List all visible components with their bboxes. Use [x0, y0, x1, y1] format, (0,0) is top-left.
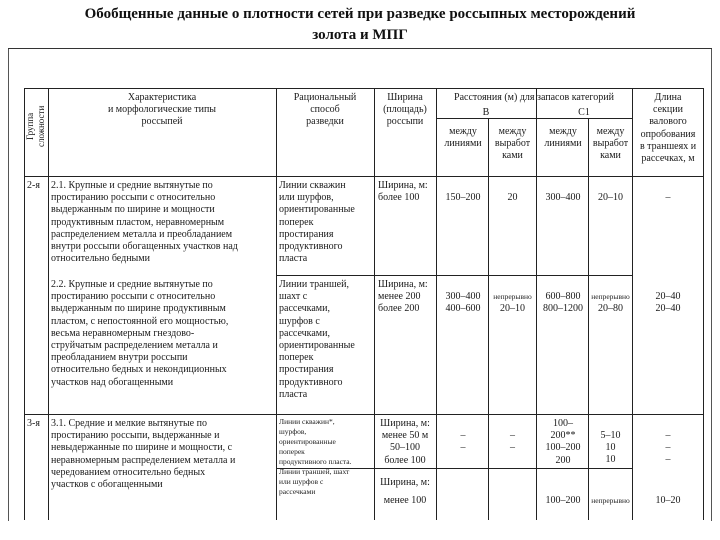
width-line: Ширина, м: — [380, 418, 430, 429]
header-characteristics-line: Характеристика — [127, 92, 197, 103]
slide-title-line-2: золота и МПГ — [312, 27, 408, 43]
row-2-2-c1-workings — [589, 291, 632, 315]
method-line: продуктивного пласта. — [279, 457, 352, 466]
method-line: или шурфов с — [279, 477, 324, 486]
header-section-length-line: валового — [649, 116, 687, 128]
value-line: 200** — [550, 430, 576, 442]
header-between-lines-line: линиями — [544, 138, 582, 150]
group-label: 2-я — [27, 180, 40, 191]
char-line: относительно бедными — [51, 253, 150, 265]
header-between-lines-line: между — [449, 126, 477, 137]
char-line: весьма неравномерным гнездово- — [51, 327, 195, 339]
row-2-1-method — [279, 180, 373, 265]
method-line: рассечками, — [279, 327, 330, 339]
row-2-1-c1-workings: 20–10 — [598, 192, 623, 203]
method-line: Линии траншей, — [279, 279, 349, 290]
char-line: продуктивным пластом, неравномерным — [51, 216, 225, 228]
value-line: – — [460, 442, 466, 454]
header-category-c1: C1 — [578, 107, 590, 118]
value-line: 10–20 — [655, 494, 681, 506]
header-distances: Расстояния (м) для запасов категорий — [454, 92, 614, 103]
header-method-line: способ — [310, 104, 340, 116]
method-line: или шурфов, — [279, 192, 334, 204]
col-width-rule — [436, 88, 437, 520]
scanned-table — [24, 88, 704, 520]
method-line: ориентированные — [279, 340, 355, 352]
char-line: распределением металла и преобладанием — [51, 228, 233, 240]
value-line: 800–1200 — [543, 303, 583, 315]
value-line: 400–600 — [445, 303, 481, 315]
char-line: 2.2. Крупные и средние вытянутые по — [51, 279, 213, 290]
method-line: продуктивного — [279, 376, 343, 388]
char-line: струйчатым распределением металла и — [51, 340, 218, 352]
header-characteristics-line: и морфологические типы — [107, 104, 217, 116]
header-category-b: B — [482, 107, 490, 118]
row-2-1-b-workings: 20 — [507, 192, 518, 203]
table-top-rule — [24, 88, 704, 89]
value-line: – — [510, 430, 515, 441]
method-line: Линии скважин — [279, 180, 346, 191]
header-characteristics — [50, 92, 274, 129]
row-3-1-method — [279, 417, 373, 497]
row-3-1-c1-lines — [538, 418, 588, 507]
header-width-line: россыпи — [386, 116, 424, 128]
method-line: Линии скважин*, — [279, 417, 335, 426]
header-section-length-line: в траншеях и — [639, 140, 697, 152]
header-width-line: (площадь) — [383, 104, 427, 116]
width-line: более 200 — [378, 303, 420, 315]
char-line: преобладанием внутри россыпи — [51, 352, 188, 364]
value-line: – — [665, 442, 671, 454]
width-line: менее 50 м — [381, 430, 429, 442]
width-gap — [376, 467, 434, 477]
width-line: Ширина, м: — [380, 476, 430, 488]
slide-title-line-1: Обобщенные данные о плотности сетей при разведке россыпных месторождений — [84, 6, 636, 22]
width-line: более 100 — [384, 454, 426, 466]
method-line: простирания — [279, 364, 334, 376]
value-line: 100–200 — [545, 494, 581, 506]
char-line: пластом, с непостоянной его мощностью, — [51, 315, 229, 327]
value-gap — [633, 467, 703, 495]
header-method-line: Рациональный — [293, 92, 357, 103]
right-frame-line — [711, 49, 712, 521]
col-group-rule — [48, 88, 49, 520]
col-method-rule — [374, 88, 375, 520]
char-line: участков с обогащенными — [51, 479, 163, 491]
value-gap — [589, 467, 632, 495]
value-line: – — [665, 454, 671, 466]
header-between-workings-line: между — [498, 126, 527, 137]
value-line: 200 — [555, 454, 571, 466]
char-line: чередованием относительно бедных — [51, 466, 206, 478]
char-line: выдержанным по ширине и мощности — [51, 204, 215, 216]
method-line: ориентированные — [279, 204, 355, 216]
width-line: более 100 — [378, 192, 420, 204]
row-3-1-section — [633, 430, 703, 507]
value-line: 10 — [605, 454, 616, 466]
header-between-workings-line: ками — [600, 150, 621, 162]
row-2-2-rule — [276, 275, 632, 276]
header-c1-between-lines — [538, 126, 588, 150]
header-section-length-line: рассечках, м — [641, 153, 695, 165]
method-line: рассечками — [279, 487, 316, 496]
header-section-length-line: опробования — [640, 128, 696, 140]
value-line: непрерывно — [493, 292, 532, 301]
char-line: 2.1. Крупные и средние вытянутые по — [51, 180, 213, 191]
group-label: 3-я — [27, 418, 40, 429]
row-3-1-b-workings — [489, 430, 536, 454]
method-line: шурфов, — [279, 427, 307, 436]
header-section-length — [633, 92, 703, 165]
row-2-1-section: – — [665, 192, 671, 203]
value-line: 20–40 — [655, 303, 681, 315]
method-line: рассечками, — [279, 303, 330, 315]
method-line: пласта — [279, 388, 308, 400]
method-line: шахт с — [279, 291, 308, 303]
value-line: 5–10 — [600, 430, 621, 441]
table-right-rule — [703, 88, 704, 520]
header-characteristics-line: россыпей — [141, 116, 183, 128]
col-char-rule — [276, 88, 277, 520]
header-b-between-lines — [438, 126, 488, 150]
row-2-2-b-lines — [438, 291, 488, 315]
width-line: 50–100 — [390, 442, 420, 454]
char-line: внутри россыпи обогащенных участков над — [51, 241, 238, 253]
value-line: 600–800 — [545, 291, 581, 302]
method-line: шурфов с — [279, 315, 320, 327]
row-2-1-b-lines: 150–200 — [445, 192, 481, 203]
header-method-line: разведки — [306, 116, 344, 128]
col-b-works-rule — [536, 88, 537, 520]
value-line: непрерывно — [591, 495, 630, 505]
row-2-1-characteristics — [51, 180, 275, 265]
char-line: выдержанным по ширине продуктивным — [51, 303, 226, 315]
row-3-1-width — [376, 418, 434, 507]
row-3-1-b-lines — [438, 430, 488, 454]
char-line: простиранию россыпи с относительно — [51, 291, 216, 303]
value-line: 300–400 — [445, 291, 481, 302]
value-line: 20–40 — [655, 291, 681, 302]
header-c1-between-workings — [589, 126, 632, 163]
header-between-workings-line: между — [596, 126, 625, 137]
char-line: простиранию россыпи, выдержанные и — [51, 430, 220, 442]
width-line: Ширина, м: — [378, 180, 428, 191]
header-section-length-line: секции — [653, 104, 683, 116]
header-between-lines-line: между — [549, 126, 577, 137]
width-line: менее 200 — [378, 291, 421, 303]
method-line: поперек — [279, 352, 314, 364]
char-line: неравномерным распределением металла и — [51, 454, 236, 466]
value-line: непрерывно — [591, 292, 630, 301]
char-line: участков над обогащенными — [51, 376, 174, 388]
left-frame-line — [8, 49, 9, 521]
row-2-2-characteristics — [51, 279, 275, 389]
header-group: Группа сложности — [25, 105, 46, 147]
value-line: 100–200 — [545, 442, 581, 454]
header-section-length-line: Длина — [654, 92, 682, 103]
method-line: поперек — [279, 447, 305, 456]
width-line: менее 100 — [383, 495, 427, 507]
header-between-workings-line: ками — [502, 150, 523, 162]
method-line: Линии траншей, шахт — [279, 467, 350, 476]
slide-title — [0, 4, 720, 46]
method-line: продуктивного — [279, 241, 343, 253]
row-2-1-width — [378, 180, 428, 204]
value-line: – — [460, 430, 466, 441]
char-line: простиранию россыпи с относительно — [51, 192, 216, 204]
method-line: ориентированные — [279, 437, 336, 446]
char-line: 3.1. Средние и мелкие вытянутые по — [51, 418, 207, 429]
width-line: Ширина, м: — [378, 279, 428, 290]
header-width-line: Ширина — [387, 92, 423, 103]
value-gap — [538, 467, 588, 495]
row-2-2-method — [279, 279, 373, 401]
row-2-2-width — [378, 279, 428, 316]
header-bottom-rule — [24, 176, 704, 177]
row-2-2-section — [633, 291, 703, 315]
method-line: пласта — [279, 253, 308, 265]
row-3-1-characteristics — [51, 418, 275, 491]
value-line: – — [510, 442, 515, 454]
value-line: 20–10 — [500, 303, 525, 315]
value-line: 100– — [553, 418, 573, 429]
row-2-1-c1-lines: 300–400 — [545, 192, 581, 203]
row-2-2-b-workings — [489, 291, 536, 315]
value-line: – — [665, 430, 671, 441]
row-3-1-c1-workings — [589, 430, 632, 507]
header-between-workings-line: выработ — [494, 138, 531, 150]
method-line: простирания — [279, 228, 334, 240]
title-divider — [8, 48, 712, 49]
header-between-workings-line: выработ — [592, 138, 629, 150]
group-divider-rule — [24, 414, 704, 415]
row-2-2-c1-lines — [538, 291, 588, 315]
value-line: 10 — [605, 442, 616, 454]
header-b-between-workings — [489, 126, 536, 163]
char-line: относительно бедных и некондиционных — [51, 364, 227, 376]
value-line: 20–80 — [598, 303, 623, 315]
char-line: невыдержанные по ширине и мощности, с — [51, 442, 233, 454]
header-width — [376, 92, 434, 129]
col-b-lines-rule — [488, 118, 489, 520]
header-between-lines-line: линиями — [444, 138, 482, 150]
header-method — [278, 92, 372, 129]
method-line: поперек — [279, 216, 314, 228]
